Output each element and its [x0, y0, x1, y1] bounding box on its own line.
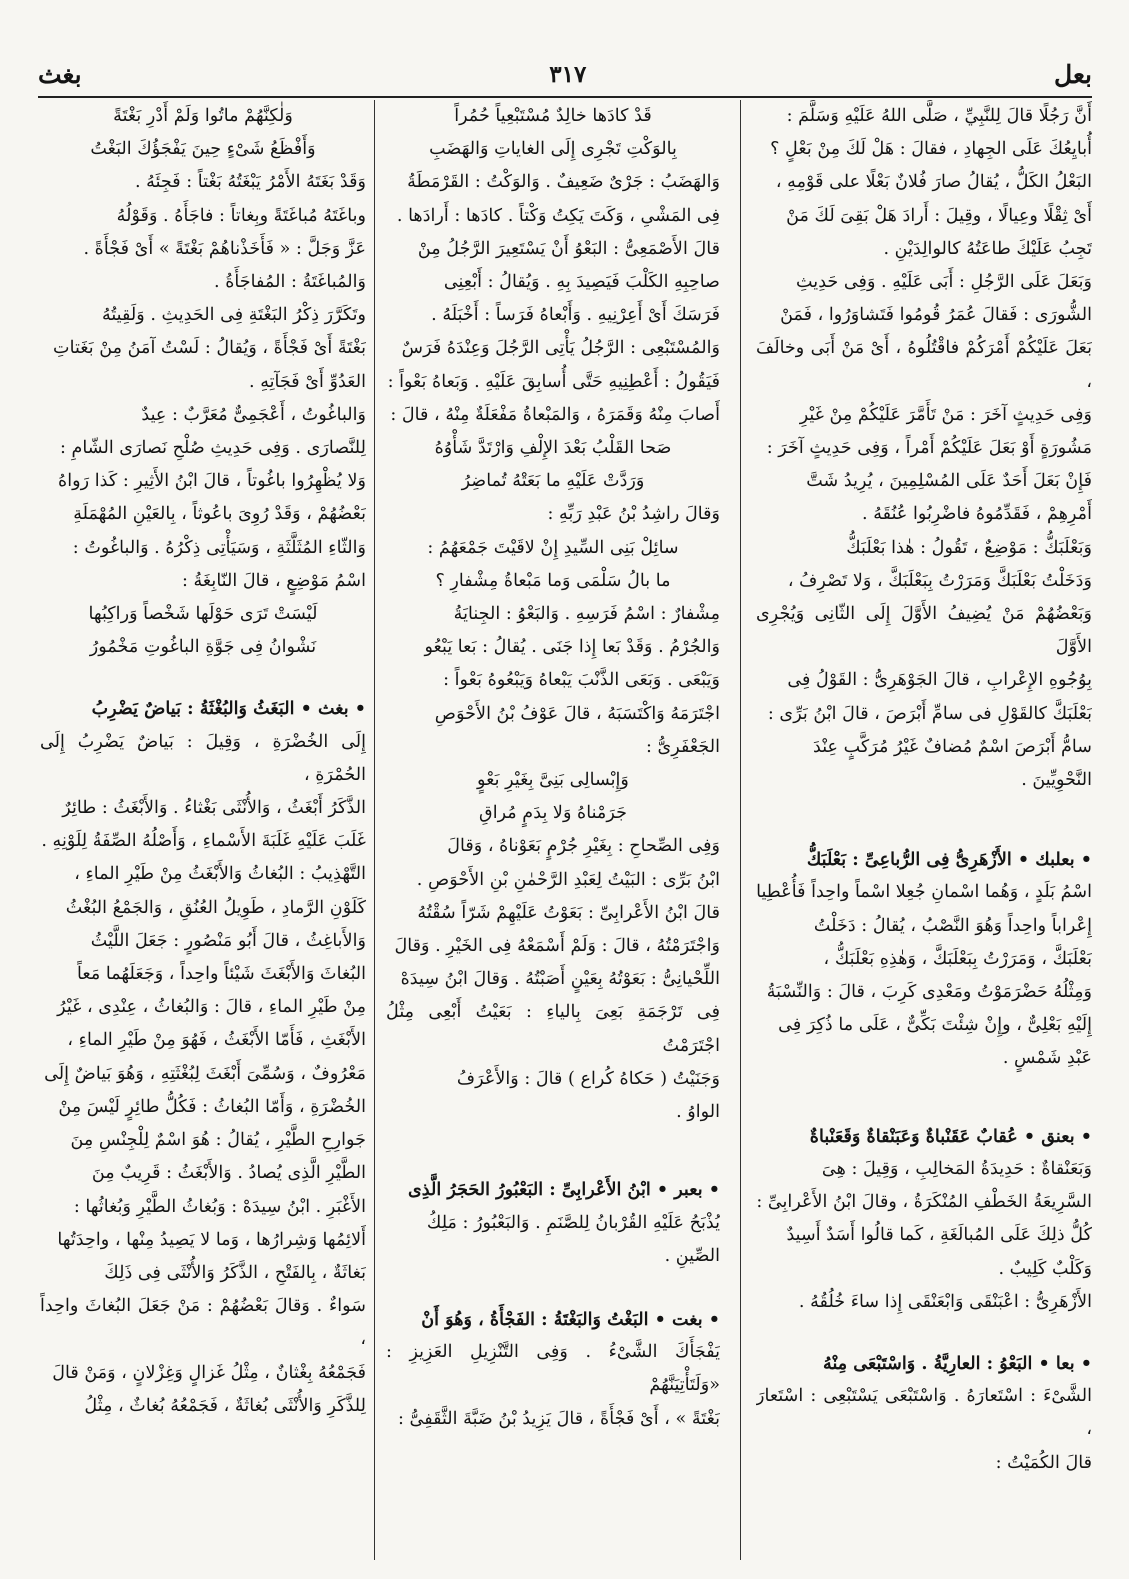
text-line: أُبايِعُكَ عَلَى الجِهادِ ، فقالَ : هَلْ لَكَ مِنْ بَعْلٍ ؟ — [770, 139, 1092, 160]
column-divider — [374, 100, 375, 1560]
entry-line: بَعْلَبَكَّ ، وَمَرَرْتُ بِبَعْلَبَكَّ ، وَهٰذِهِ بَعْلَبَكُّ ، — [823, 948, 1092, 969]
text-line: وَفِى حَدِيثٍ آخَرَ : مَنْ تَأَمَّرَ عَلَيْكُمْ مِنْ غَيْرِ — [799, 404, 1092, 425]
entry-line: • بعنق • عُقابٌ عَقَنْباةٌ وَعَبَنْقاةٌ وَقَعَنْباةٌ — [809, 1125, 1092, 1147]
text-line: اسْمُ مَوْضِعٍ ، قالَ النّابِغَةُ : — [181, 570, 366, 591]
entry-line: • بعلبك • الأَزْهَرِىُّ فِى الرُّباعِىِّ : بَعْلَبَكُّ — [806, 849, 1092, 871]
entry-banq — [756, 1120, 1092, 1319]
entry-line: • بغث • البَغَثُ وَالبُغْثَةُ : بَياضٌ يَضْرِبُ — [91, 698, 366, 720]
entry-line: سَواءٌ . وَقالَ بَعْضُهُمْ : مَنْ جَعَلَ البُغاثَ واحِداً ، — [40, 1296, 366, 1350]
text-line: سامُّ أَبْرَصَ اسْمٌ مُضافٌ غَيْرُ مُرَكَّبٍ عِنْدَ — [813, 736, 1092, 757]
text-line: صاحِبِهِ الكَلْبَ فَيَصِيدَ بِهِ . وَيُقالُ : أَبْعِنِى — [443, 272, 720, 293]
text-line: فِى تَرْجَمَةِ بَعِىَ بِالياءِ : بَعَيْتُ أَبْعِى مِثْلُ اجْتَرَمْتُ — [386, 1002, 720, 1056]
entry-line: التَّهْذِيبُ : البُغاثُ وَالأَبْغَثُ مِنْ طَيْرِ الماءِ ، — [74, 864, 366, 885]
text-line: وَدَخَلْتُ بَعْلَبَكَّ وَمَرَرْتُ بِبَعْلَبَكَّ ، وَلا تَصْرِفُ ، — [787, 570, 1092, 591]
text-line: وَقالَ راشِدُ بْنُ عَبْدِ رَبِّهِ : — [547, 504, 720, 525]
text-line: ابْنُ بَرِّى : البَيْتُ لِعَبْدِ الرَّحْمٰنِ بْنِ الأَحْوَصِ . — [416, 869, 720, 890]
entry-line: عَبْدِ شَمْسٍ . — [1002, 1048, 1092, 1069]
column-middle — [386, 100, 720, 1562]
text-line: وَبَعْلَبَكُّ : مَوْضِعٌ ، تَقُولُ : هٰذا بَعْلَبَكُّ — [846, 537, 1092, 558]
text-line: وَالباغُوتُ ، أَعْجَمِىٌّ مُعَرَّبٌ : عِيدٌ — [141, 404, 366, 425]
text-line: وَجَنَيْتُ ( حَكاهُ كُراع ) قالَ : وَالأَعْرَفُ — [456, 1068, 720, 1089]
text-block — [756, 100, 1092, 797]
verse-line: بِالوَكْتِ تَجْرِى إِلَى الغاياتِ وَالهَضَبِ — [429, 139, 677, 160]
text-line: الشُّورَى : فَقالَ عُمَرُ قُومُوا فَتَشاوَرُوا ، فَمَنْ — [780, 305, 1092, 326]
entry-line: • بعا • البَعْوُ : العارِيَّةُ . وَاسْتَبْعَى مِنْهُ — [823, 1352, 1092, 1374]
header-rule — [38, 96, 1092, 98]
entry-line: جَوارِحِ الطَّيْرِ ، يُقالُ : هُوَ اسْمٌ لِلْجِنْسِ مِنَ — [70, 1130, 366, 1151]
entry-line: لِلذَّكَرِ وَالأُنْثَى بُغاثَةٌ ، فَجَمْعُهُ بُغاثٌ ، مِثْلُ — [84, 1395, 366, 1416]
text-line: وَاجْتَرَمْتُهُ ، قالَ : وَلَمْ أَسْمَعْهُ فِى الخَيْرِ . وَقالَ — [394, 936, 720, 957]
verse-line: لَيْسَتْ تَرَى حَوْلَها شَخْصاً وَراكِبُها — [88, 604, 318, 625]
entry-baalbak — [756, 843, 1092, 1075]
text-line: مِشْفارٌ : اسْمُ فَرَسِهِ . وَالبَعْوُ : الجِنايَةُ — [453, 604, 720, 625]
text-line: وباغَتَهُ مُباغَتَةً وبِغاتاً : فاجَأَهُ . وَقَوْلُهُ — [116, 205, 366, 226]
text-line: وَالثّاءِ المُثَلَّثَةِ ، وَسَيَأْتِى ذِكْرُهُ . وَالباغُوتُ : — [72, 537, 366, 558]
text-line: اجْتَرَمَهُ وَاكْتَسَبَهُ ، قالَ عَوْفُ بْنُ الأَحْوَصِ — [434, 703, 720, 724]
text-line: أَىْ ثِقْلًا وعِيالًا ، وقِيلَ : أَرادَ هَلْ بَقِىَ لَكَ مَنْ — [786, 205, 1092, 226]
text-line: بَعْلَبَكَّ كالقَوْلِ فى سامِّ أَبْرَصَ ، قالَ ابْنُ بَرِّى : — [767, 703, 1092, 724]
text-line: قالَ الأَصْمَعِىُّ : البَعْوُ أَنْ يَسْتَعِيرَ الرَّجُلُ مِنْ — [417, 238, 720, 259]
text-line: فَإِنْ بَعَلَ أَحَدٌ عَلَى المُسْلِمِينَ ، يُرِيدُ شَتَّ — [806, 471, 1092, 492]
text-line: فَرَسَكَ أَىْ أَعِرْنِيهِ . وَأَبْعاهُ فَرَساً : أَخْبَلَهُ . — [431, 305, 720, 326]
column-left — [40, 100, 366, 1562]
entry-line: اسْمُ بَلَدٍ ، وَهُما اسْمانِ جُعِلا اسْماً واحِداً فَأُعْطِيا — [756, 882, 1092, 903]
text-line: وَفِى الصِّحاحِ : بِغَيْرِ جُرْمٍ بَعَوْناهُ ، وَقالَ — [447, 836, 720, 857]
entry-line: الطَّيْرِ الَّذِى يُصادُ . وَالأَبْغَثُ : قَرِيبٌ مِنَ — [91, 1163, 366, 1184]
text-line: مَشُورَةٍ أَوْ بَعَلَ عَلَيْكُمْ أَمْراً ، وَفِى حَدِيثٍ آخَرَ : — [766, 438, 1092, 459]
text-line: أَنَّ رَجُلًا قالَ لِلنَّبِيِّ ، صَلَّى اللهُ عَلَيْهِ وَسَلَّمَ : — [786, 106, 1092, 126]
entry-line: أَلائِمُها وَشِرارُها ، وَما لا يَصِيدُ مِنْها ، واحِدَتُها — [57, 1229, 366, 1250]
text-line: وتَكَرَّرَ ذِكْرُ البَغْتَةِ فِى الحَدِيثِ . وَلَقِيتُهُ — [101, 305, 366, 326]
text-line: اللِّحْيانِىُّ : بَعَوْتُهُ بِعَيْنٍ أَصَبْتُهُ . وَقالَ ابْنُ سِيدَهْ — [400, 969, 720, 990]
entry-line: وَمِثْلُهُ حَضْرَمَوْتُ ومَعْدِى كَرِبَ ، قالَ : وَالنِّسْبَةُ — [766, 982, 1092, 1003]
entry-line: الشَّىْءَ : اسْتَعارَهُ . وَاسْتَبْعَى يَسْتَبْعِى : اسْتَعارَ ، — [756, 1386, 1092, 1440]
text-line: وَبَعَلَ عَلَى الرَّجُلِ : أَبَى عَلَيْهِ . وَفِى حَدِيثِ — [796, 272, 1092, 293]
text-line: وَالمُباغَتَةُ : المُفاجَأَةُ . — [214, 272, 366, 293]
text-line: قالَ ابْنُ الأَعْرابِىِّ : بَعَوْتُ عَلَيْهِمْ شَرّاً سُقْتُهُ — [417, 902, 720, 923]
entry-line: وَبَعَنْقاةٌ : حَدِيدَةُ المَخالِبِ ، وَقِيلَ : هِىَ — [821, 1158, 1092, 1179]
verse-line: قَدْ كادَها خالِدٌ مُسْتَبْعِياً حُمُراً — [454, 106, 652, 126]
entry-line: بَغاثَةٌ ، بِالفَتْحِ ، الذَّكَرُ وَالأُنْثَى فِى ذَلِكَ — [104, 1262, 366, 1283]
text-line: وَالجُرْمُ . وَقَدْ بَعا إِذا جَنَى . يُقالُ : بَعا يَبْعُو — [424, 637, 720, 658]
text-block — [386, 100, 720, 1129]
entry-baght — [386, 1303, 720, 1436]
text-line: وَيَبْعَى . وَبَعَى الذَّنْبَ يَبْعاهُ وَيَبْعُوهُ بَعْواً : — [443, 670, 720, 691]
entry-line: كَلَوْنِ الرَّمادِ ، طَوِيلُ العُنُقِ ، وَالجَمْعُ البُغْثُ — [65, 897, 366, 918]
text-line: العَدُوِّ أَىْ فَجَآتِهِ . — [249, 371, 366, 392]
column-divider — [740, 100, 741, 1560]
entry-line: غَلَبَ عَلَيْهِ غَلَبَةَ الأَسْماءِ ، وَأَصْلُهُ الصِّفَةُ لِلَوْنِهِ . — [41, 831, 366, 852]
entry-line: إِلَى الخُضْرَةِ ، وَقِيلَ : بَياضٌ يَضْرِبُ إِلَى الحُمْرَةِ ، — [40, 731, 366, 785]
text-line: بِوُجُوهِ الإِعْرابِ ، قالَ الجَوْهَرِىُّ : القَوْلُ فِى — [787, 670, 1092, 691]
verse-line: ما بالُ سَلْمَى وَما مَبْعاةُ مِشْفارِ ؟ — [435, 570, 671, 591]
column-right — [756, 100, 1092, 1562]
entry-line: • بعبر • ابْنُ الأَعْرابِىِّ : البَعْبُورُ الحَجَرُ الَّذِى — [407, 1179, 720, 1201]
text-line: عَزَّ وَجَلَّ : « فَأَخَذْناهُمْ بَغْتَةً » أَىْ فَجْأَةً . — [83, 238, 366, 259]
text-line: أَصابَ مِنْهُ وَقَمَرَهُ ، وَالمَبْعاةُ مَفْعَلَةٌ مِنْهُ ، قالَ : — [390, 404, 720, 425]
verse-line: نَشْوانُ فِى جَوَّةِ الباغُوتِ مَخْمُورُ — [89, 637, 317, 658]
entry-babur — [386, 1173, 720, 1273]
entry-line: بَغْتَةً » ، أَىْ فَجْأَةً ، قالَ يَزِيدُ بْنُ ضَبَّةَ الثَّقَفِىُّ : — [398, 1408, 720, 1429]
text-block — [40, 100, 366, 664]
entry-line: مَعْرُوفٌ ، وَسُمِّىَ أَبْغَثَ لِبُغْثَتِهِ ، وَهُوَ بَياضٌ إِلَى — [44, 1063, 366, 1084]
text-line: أَمْرِهِمْ ، فَقَدِّمُوهُ فاضْرِبُوا عُنُقَهُ . — [862, 504, 1092, 525]
verse-line: وَأَفْظَعُ شَىْءٍ حِينَ يَفْجَؤُكَ البَغْتُ — [90, 139, 316, 160]
text-line: بَعْضُهُمْ ، وَقَدْ رُوِىَ باعُوثاً ، بِالعَيْنِ المُهْمَلَةِ — [73, 504, 366, 525]
entry-line: وَكَلْبٌ كَلِيبٌ . — [998, 1258, 1092, 1279]
verse-line: وَلٰكِنَّهُمْ ماتُوا وَلَمْ أَدْرِ بَغْتَةً — [113, 106, 293, 126]
text-line: فِى المَشْىِ ، وَكَتَ يَكِتُ وَكْتاً . كادَها : أَرادَها . — [396, 205, 720, 226]
text-line: لِلنَّصارَى . وَفِى حَدِيثِ صُلْحِ نَصارَى الشّامِ : — [59, 438, 366, 459]
verse-line: وَإِبْسالِى بَنِىَّ بِغَيْرِ بَعْوٍ — [477, 770, 629, 791]
entry-line: البُغاثَ وَالأَبْغَثَ شَيْئاً واحِداً ، وَجَعَلَهُما مَعاً — [77, 964, 366, 985]
text-line: الواوُ . — [676, 1102, 720, 1123]
entry-baghth — [40, 692, 366, 1422]
text-line: وَقَدْ بَغَتَهُ الأَمْرُ يَبْغَتُهُ بَغْتاً : فَجِئَهُ . — [135, 172, 366, 193]
text-line: الجَعْفَرِىُّ : — [646, 736, 720, 757]
text-line: البَعْلُ الكَلُّ ، يُقالُ صارَ فُلانٌ بَعْلًا على قَوْمِهِ ، — [775, 172, 1092, 193]
verse-line: وَرَدَّتْ عَلَيْهِ ما بَعَتْهُ تُماضِرُ — [461, 471, 645, 492]
entry-line: السَّرِيعَةُ الخَطْفِ المُنْكَرَةُ ، وقالَ ابْنُ الأَعْرابِىِّ : — [756, 1192, 1092, 1213]
verse-line: صَحا القَلْبُ بَعْدَ الإِلْفِ وَارْتَدَّ شَأْوُهُ — [434, 438, 672, 459]
text-line: وَلا يُظْهِرُوا باغُوتاً ، قالَ ابْنُ الأَثِيرِ : كَذا رَواهُ — [58, 471, 366, 492]
text-line: النَّحْوِيِّينَ . — [1021, 770, 1092, 791]
verse-line: سائِلْ بَنِى السِّيدِ إِنْ لاقَيْتَ جَمْعَهُمُ : — [427, 537, 679, 558]
entry-line: قالَ الكُمَيْتُ : — [995, 1452, 1092, 1473]
text-line: وَالهَضَبُ : جَرْىٌ ضَعِيفٌ . وَالوَكْتُ : القَرْمَطَةُ — [407, 172, 720, 193]
entry-line: الأَزْهَرِىُّ : اعْبَنْقَى وَابْعَنْقَى إِذا ساءَ خُلُقُهُ . — [798, 1291, 1092, 1312]
entry-line: الخُضْرَةِ ، وَأَمّا البُغاثُ : فَكُلُّ طائِرٍ لَيْسَ مِنْ — [58, 1096, 366, 1117]
verse-line: جَرَمْناهُ وَلا بِدَمٍ مُراقِ — [479, 803, 627, 824]
text-line: بَعَلَ عَلَيْكُمْ أَمْرَكُمْ فاقْتُلُوهُ ، أَىْ مَنْ أَبَى وخالَفَ ، — [756, 338, 1092, 392]
entry-line: الأَبْغَثِ ، فَأَمّا الأَبْغَثُ ، فَهُوَ مِنْ طَيْرِ الماءِ ، — [67, 1030, 366, 1051]
text-line: وَالمُسْتَبْعِى : الرَّجُلُ يَأْتِى الرَّجُلَ وَعِنْدَهُ فَرَسٌ — [401, 338, 720, 359]
entry-line: • بغت • البَغْتُ وَالبَغْتَةُ : الفَجْأَةُ ، وَهُوَ أَنْ — [421, 1308, 720, 1330]
entry-line: وَالأَباغِثُ ، قالَ أَبُو مَنْصُورٍ : جَعَلَ اللَّيْثُ — [90, 930, 366, 951]
entry-line: إِعْراباً واحِداً وَهُوَ النَّصْبُ ، يُقالُ : دَخَلْتُ — [813, 915, 1092, 936]
entry-line: إِلَيْهِ بَعْلِىٌّ ، وإِنْ شِئْتَ بَكِّىٌّ ، عَلَى ما ذُكِرَ فِى — [778, 1015, 1092, 1036]
text-line: بَغْتَةً أَىْ فَجْأَةً ، وَيُقالُ : لَسْتُ آمَنُ مِنْ بَغَتاتِ — [53, 338, 366, 359]
entry-line: يُذْبَحُ عَلَيْهِ القُرْبانُ لِلصَّنَمِ . وَالبَعْبُورُ : مَلِكُ — [426, 1212, 720, 1233]
entry-line: الذَّكَرُ أَبْغَثُ ، وَالأُنْثَى بَغْثاءُ . وَالأَبْغَثُ : طائِرٌ — [62, 798, 366, 819]
entry-line: الأَغْبَرِ . ابْنُ سِيدَهْ : وَبُغاثُ الطَّيْرِ وَبُغاثُها : — [73, 1196, 366, 1217]
entry-line: فَجَمْعُهُ بِغْثانٌ ، مِثْلُ غَزالٍ وَغِزْلانٍ ، وَمَنْ قالَ — [52, 1362, 366, 1383]
entry-line: يَفْجَأَكَ الشَّىْءُ . وَفِى التَّنْزِيلِ العَزِيزِ : «وَلَتَأْتِيَنَّهُمْ — [386, 1342, 720, 1396]
text-line: تَجِبُ عَلَيْكَ طاعَتُهُ كالوالِدَيْنِ . — [883, 238, 1092, 259]
text-line: وَبَعْضُهُمْ مَنْ يُضِيفُ الأَوَّلَ إِلَى الثّانِى وَيُجْرِى الأَوَّلَ — [756, 604, 1092, 658]
entry-line: كُلُّ ذلِكَ عَلَى المُبالَغَةِ ، كَما قالُوا أَسَدٌ أَسِيدٌ — [786, 1225, 1092, 1246]
header-right-word: بعل — [1054, 59, 1092, 89]
text-line: فَيَقُولُ : أَعْطِنِيهِ حَتَّى أُسابِقَ عَلَيْهِ . وَبَعاهُ بَعْواً : — [387, 371, 720, 392]
page-header — [38, 54, 1092, 94]
page-number: ٣١٧ — [549, 60, 587, 88]
entry-baa — [756, 1347, 1092, 1480]
entry-line: مِنْ طَيْرِ الماءِ ، قالَ : وَالبُغاثُ ، عِنْدِى ، غَيْرُ — [57, 997, 366, 1018]
header-left-word: بغث — [38, 59, 82, 89]
entry-line: الصِّينِ . — [664, 1245, 720, 1266]
